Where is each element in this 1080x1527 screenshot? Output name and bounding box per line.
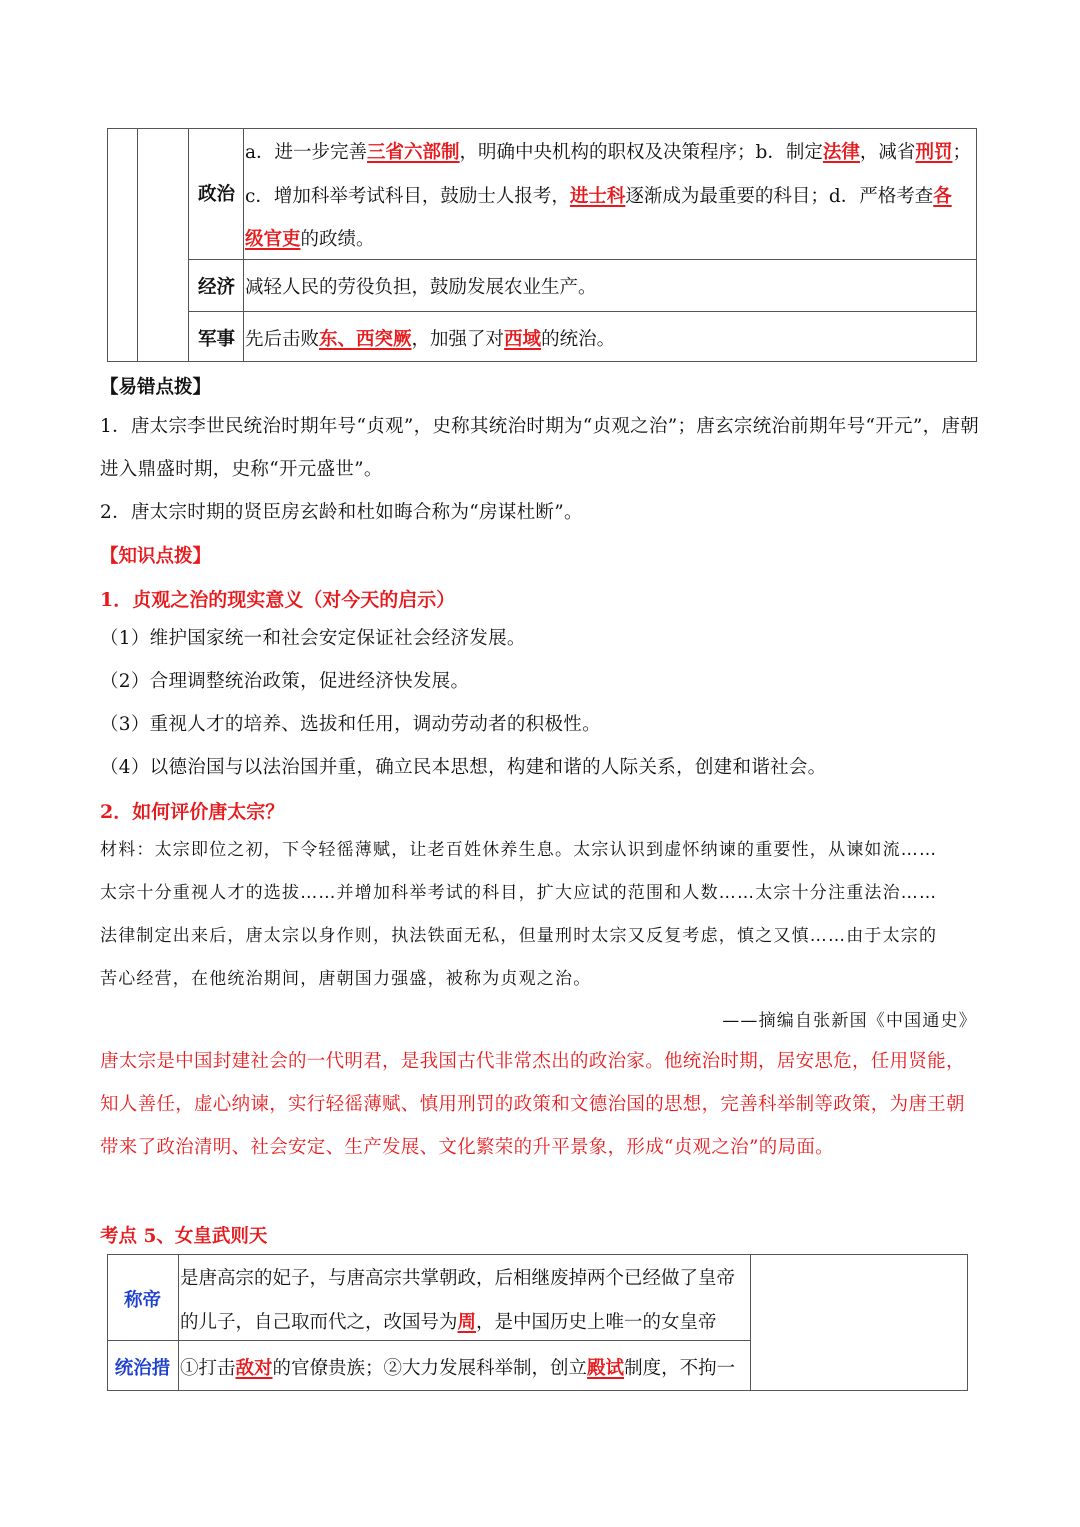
list-item: （2）合理调整统治政策，促进经济快发展。 (100, 671, 470, 692)
material-line: 太宗十分重视人才的选拔……并增加科举考试的科目，扩大应试的范围和人数……太宗十分注重法治…… (100, 883, 938, 903)
measures-label: 统治措 (114, 1358, 171, 1379)
answer-line: 知人善任，虚心纳谏，实行轻徭薄赋、慎用刑罚的政策和文德治国的思想，完善科举制等政策，为唐王朝 (100, 1094, 965, 1115)
list-item: （3）重视人才的培养、选拔和任用，调动劳动者的积极性。 (100, 714, 601, 735)
pitfall-2: 2．唐太宗时期的贤臣房玄龄和杜如晦合称为“房谋杜断”。 (100, 502, 583, 523)
pitfall-1-line-1: 1．唐太宗李世民统治时期年号“贞观”，史称其统治时期为“贞观之治”；唐玄宗统治前期年号“开元”，唐朝 (100, 416, 980, 437)
question-2-title: 2．如何评价唐太宗？ (100, 801, 285, 823)
politics-line-3: 级官吏的政绩。 (245, 229, 375, 250)
economy-label: 经济 (197, 277, 235, 298)
military-label: 军事 (197, 329, 235, 350)
politics-line-1: a．进一步完善三省六部制，明确中央机构的职权及决策程序；b．制定法律，减省刑罚； (245, 142, 971, 163)
question-1-title: 1．贞观之治的现实意义（对今天的启示） (100, 589, 456, 611)
pitfall-1-line-2: 进入鼎盛时期，史称“开元盛世”。 (100, 459, 383, 480)
knowledge-heading: 【知识点拨】 (100, 546, 212, 567)
answer-line: 唐太宗是中国封建社会的一代明君，是我国古代非常杰出的政治家。他统治时期，居安思危，任用贤能， (100, 1051, 965, 1072)
wu-zetian-table (107, 1254, 968, 1391)
pitfalls-heading: 【易错点拨】 (100, 377, 212, 398)
material-line: 法律制定出来后，唐太宗以身作则，执法铁面无私，但量刑时太宗又反复考虑，慎之又慎……由于太宗的 (100, 926, 938, 946)
point5-heading: 考点 5、女皇武则天 (100, 1226, 268, 1247)
proclaim-line-2: 的儿子，自己取而代之，改国号为周，是中国历史上唯一的女皇帝 (180, 1312, 717, 1333)
politics-label: 政治 (197, 184, 235, 205)
list-item: （4）以德治国与以法治国并重，确立民本思想，构建和谐的人际关系，创建和谐社会。 (100, 757, 827, 778)
material-line: 苦心经营，在他统治期间，唐朝国力强盛，被称为贞观之治。 (100, 969, 592, 989)
measures-text: ①打击敌对的官僚贵族；②大力发展科举制，创立殿试制度，不拘一 (180, 1358, 736, 1379)
economy-text: 减轻人民的劳役负担，鼓励发展农业生产。 (245, 277, 597, 298)
material-line: 材料：太宗即位之初，下令轻徭薄赋，让老百姓休养生息。太宗认识到虚怀纳谏的重要性，从谏如流…… (100, 840, 938, 860)
military-text: 先后击败东、西突厥，加强了对西域的统治。 (245, 329, 616, 350)
list-item: （1）维护国家统一和社会安定保证社会经济发展。 (100, 628, 526, 649)
proclaim-label: 称帝 (123, 1290, 161, 1311)
politics-line-2: c．增加科举考试科目，鼓励士人报考，进士科逐渐成为最重要的科目；d．严格考查各 (245, 186, 952, 207)
material-source: ——摘编自张新国《中国通史》 (722, 1011, 977, 1031)
answer-line: 带来了政治清明、社会安定、生产发展、文化繁荣的升平景象，形成“贞观之治”的局面。 (100, 1137, 834, 1158)
reign-policy-table (107, 128, 977, 362)
proclaim-line-1: 是唐高宗的妃子，与唐高宗共掌朝政，后相继废掉两个已经做了皇帝 (180, 1268, 736, 1289)
